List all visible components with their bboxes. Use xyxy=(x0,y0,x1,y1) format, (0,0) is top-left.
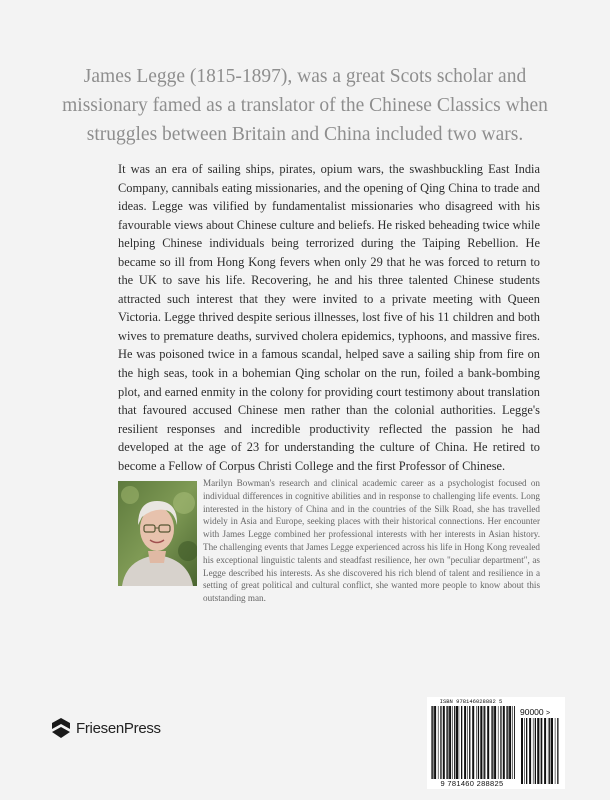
price-code-digits: 90000 xyxy=(520,707,544,717)
price-code xyxy=(520,707,550,717)
author-photo xyxy=(118,481,197,586)
publisher-logo xyxy=(50,717,161,739)
ean-barcode-bars xyxy=(431,706,515,779)
author-bio: Marilyn Bowman's research and clinical academic career as a psychologist focused on individual differences in cognitive abilities and in response to challenging life events. Long interested in the history of China and in the countries of the Silk Road, she has travelled widely in Asia and Europe, seeking places with their historical connections. Her encounter with James Legge combined her professional interests with her interests in Asian history. The challenging events that James Legge experienced across his life in Hong Kong revealed his exceptional linguistic talents and steadfast resilience, her own "peculiar department", as Legge described his interests. As she discovered his rich blend of talent and resilience in a setting of great political and cultural conflict, she wanted more people to know about this outstanding man. xyxy=(203,478,540,604)
tagline: James Legge (1815-1897), was a great Scots scholar and missionary famed as a translator of the Chinese Classics when struggles between Britain and China included two wars. xyxy=(62,66,548,145)
friesenpress-mark-icon xyxy=(50,717,72,739)
addon-barcode-bars xyxy=(521,718,561,784)
ean-digits: 9 781460 288825 xyxy=(440,779,504,788)
price-code-arrow: > xyxy=(546,710,551,717)
book-description: It was an era of sailing ships, pirates, opium wars, the swashbuckling East India Company, cannibals eating missionaries, and the opening of Qing China to trade and ideas. Legge was vilified by fundamentalist missionaries who disagreed with his favourable views about Chinese culture and beliefs. He risked beheading twice while helping Chinese individuals being terrorized during the Taiping Rebellion. He became so ill from Hong Kong fevers when only 29 that he was forced to return to the UK to save his life. Recovering, he and his three talented Chinese students attracted such interest that they were invited to a private meeting with Queen Victoria. Legge thrived despite serious illnesses, lost five of his 11 children and both wives to premature deaths, survived cholera epidemics, typhoons, and massive fires. He was poisoned twice in a famous scandal, helped save a sailing ship from fire on the high seas, took in a bohemian Qing scholar on the run, foiled a bank-bombing plot, and earned enmity in the colony for providing court testimony about translation that favoured accused Chinese men rather than the colonial authorities. Legge's resilient responses and incredible productivity reflected the passion he had developed at the age of 23 for understanding the culture of China. He retired to become a Fellow of Corpus Christi College and the first Professor of Chinese. xyxy=(118,162,540,473)
isbn-label: ISBN 978146028882 5 xyxy=(439,698,503,705)
publisher-name: FriesenPress xyxy=(76,719,161,737)
isbn-barcode xyxy=(427,697,565,789)
